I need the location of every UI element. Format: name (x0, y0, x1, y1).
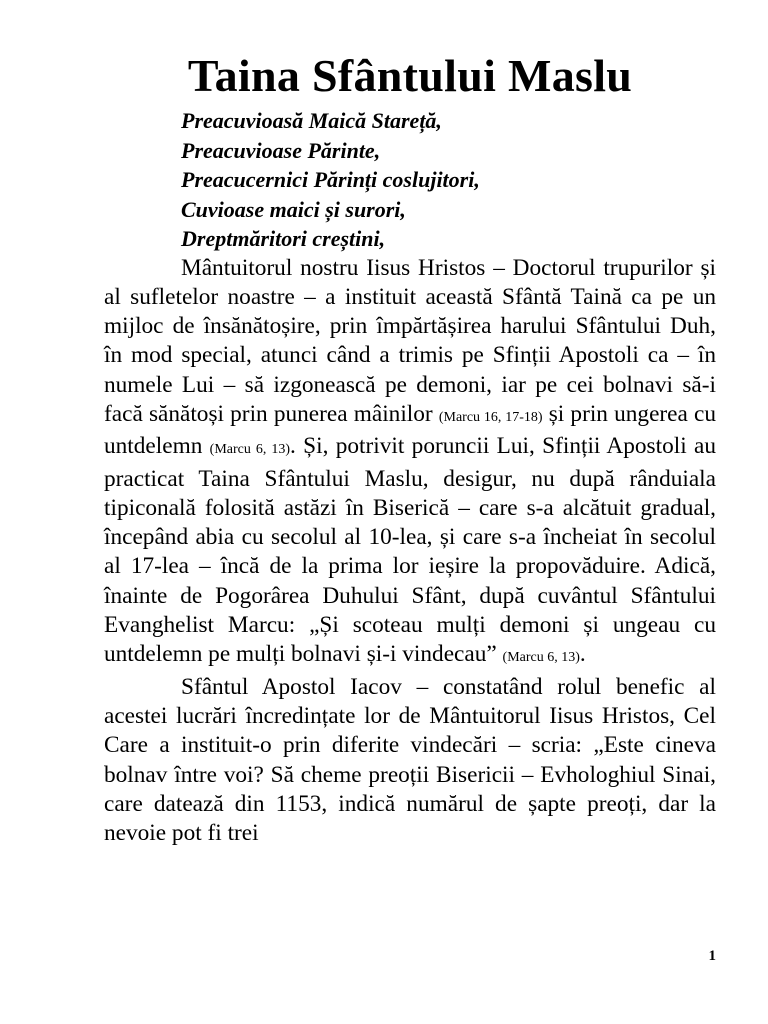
salutation-line: Preacucernici Părinți coslujitori, (181, 167, 480, 192)
paragraph-text: . Și, potrivit poruncii Lui, Sfinții Apostoli au practicat Taina Sfântului Maslu, desigur, nu după rânduiala tipiconală folosită astăzi în Biserică – care s-a alcătuit gradual, începând abia cu secolul al 10-lea, și care s-a încheiat în secolul al 17-lea – încă de la prima lor ieșire la propovăduire. Adică, înainte de Pogorârea Duhului Sfânt, după cuvântul Sfântului Evanghelist Marcu: „Și scoteau mulți demoni și ungeau cu untdelemn pe mulți bolnavi și-i vindecau” (104, 433, 716, 668)
document-title: Taina Sfântului Maslu (187, 50, 633, 101)
salutation-line: Cuvioase maici și surori, (181, 196, 406, 222)
salutation-line: Preacuvioasă Maică Stareță, (181, 108, 442, 133)
paragraph-text: Sfântul Apostol Iacov – constatând rolul benefic al acestei lucrări încredințate lor de Mântuitorul Iisus Hristos, Cel Care a instituit-o prin diferite vindecări – scria: „Este cineva bolnav între voi? Să cheme preoții Bisericii – Evhologhiul Sinai, care datează din 1153, indică numărul de șapte preoți, dar la nevoie pot fi trei (104, 673, 716, 847)
page-number: 1 (708, 948, 716, 964)
salutation-block (104, 106, 716, 254)
paragraph-text: și prin ungerea cu untdelemn (104, 400, 716, 460)
document-page (104, 48, 716, 848)
scripture-reference: (Marcu 6, 13) (209, 442, 291, 458)
body-paragraph-2 (104, 673, 716, 849)
paragraph-text: Mântuitorul nostru Iisus Hristos – Doctorul trupurilor și al sufletelor noastre – a instituit această Sfântă Taină ca pe un mijloc de însănătoșire, prin împărtășirea harului Sfântului Duh, în mod special, atunci când a trimis pe Sfinții Apostoli ca – în numele Lui – să izgonească pe demoni, iar pe cei bolnavi să-i facă sănătoși prin punerea mâinilor (104, 254, 716, 427)
salutation-line: Preacuvioase Părinte, (181, 137, 381, 163)
paragraph-text: . (579, 641, 586, 668)
scripture-reference: (Marcu 16, 17-18) (438, 409, 543, 425)
body-paragraph-1 (104, 254, 716, 673)
scripture-reference: (Marcu 6, 13) (502, 650, 580, 666)
salutation-line: Dreptmăritori creștini, (181, 226, 386, 251)
